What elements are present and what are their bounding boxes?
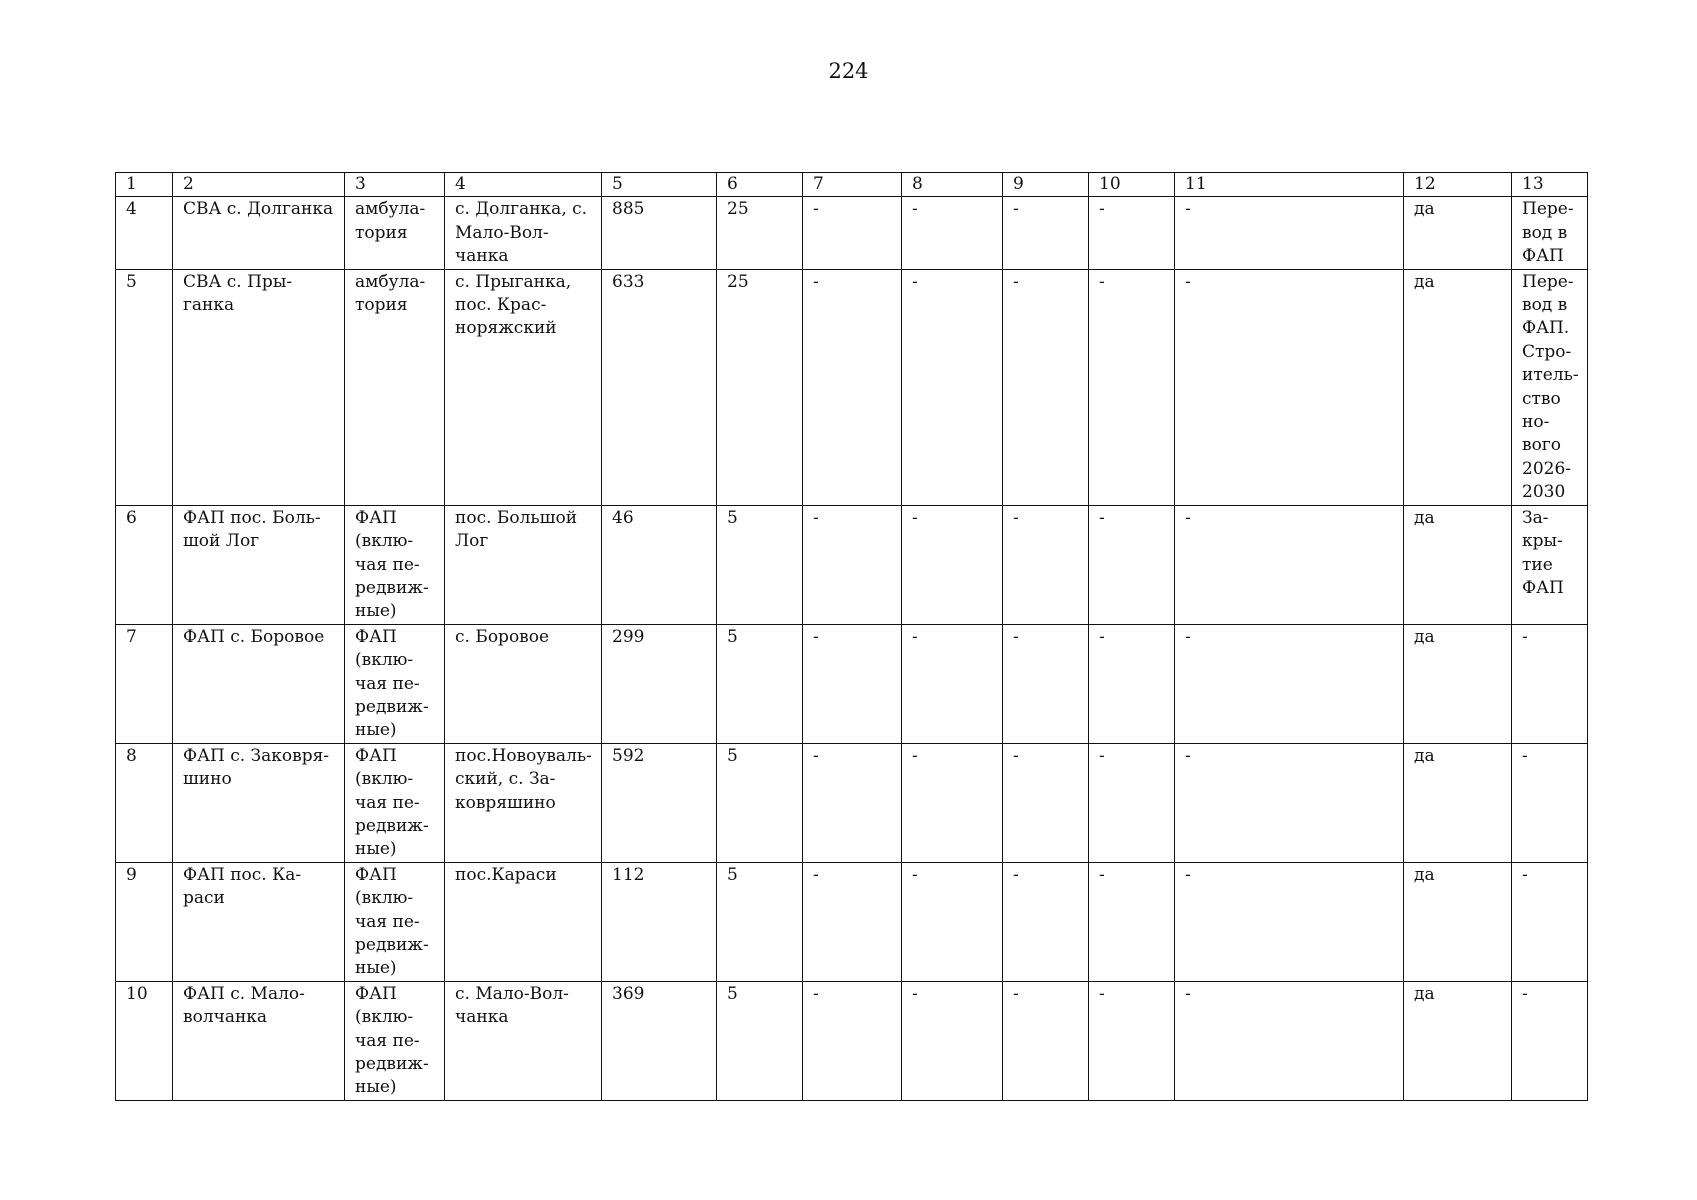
table-cell: - — [1089, 505, 1175, 624]
table-cell: - — [1512, 981, 1588, 1100]
facility-table — [115, 172, 1588, 1101]
table-cell: 7 — [116, 624, 173, 743]
table-cell: - — [1089, 981, 1175, 1100]
table-cell: 5 — [717, 862, 803, 981]
table-cell: да — [1404, 743, 1512, 862]
table-cell: - — [803, 981, 902, 1100]
table-cell: - — [1003, 269, 1089, 505]
table-row — [116, 862, 1588, 981]
table-cell: 5 — [116, 269, 173, 505]
table-cell: - — [1003, 624, 1089, 743]
table-cell: - — [1089, 862, 1175, 981]
table-cell: да — [1404, 197, 1512, 269]
table-cell: пос. Большой Лог — [445, 505, 602, 624]
table-cell: - — [1003, 505, 1089, 624]
table-cell: ФАП (вклю- чая пе- редвиж- ные) — [345, 981, 445, 1100]
table-cell: 5 — [717, 505, 803, 624]
table-cell: 112 — [602, 862, 717, 981]
table-cell: - — [803, 743, 902, 862]
column-number-cell: 2 — [173, 173, 345, 197]
column-number-cell: 13 — [1512, 173, 1588, 197]
table-cell: ФАП пос. Ка- раси — [173, 862, 345, 981]
table-cell: ФАП с. Мало- волчанка — [173, 981, 345, 1100]
table-cell: ФАП (вклю- чая пе- редвиж- ные) — [345, 862, 445, 981]
table-cell: - — [902, 505, 1003, 624]
table-cell: - — [902, 624, 1003, 743]
table-cell: ФАП (вклю- чая пе- редвиж- ные) — [345, 743, 445, 862]
table-cell: - — [902, 981, 1003, 1100]
column-number-cell: 12 — [1404, 173, 1512, 197]
table-cell: ФАП пос. Боль- шой Лог — [173, 505, 345, 624]
table-cell: с. Долганка, с. Мало-Вол- чанка — [445, 197, 602, 269]
table-cell: 8 — [116, 743, 173, 862]
table-cell: - — [1089, 197, 1175, 269]
column-number-cell: 8 — [902, 173, 1003, 197]
table-cell: с. Прыганка, пос. Крас- норяжский — [445, 269, 602, 505]
table-row — [116, 981, 1588, 1100]
column-number-cell: 10 — [1089, 173, 1175, 197]
table-cell: пос.Караси — [445, 862, 602, 981]
table-cell: Пере- вод в ФАП. Стро- итель- ство но- вого 2026- 2030 — [1512, 269, 1588, 505]
table-cell: да — [1404, 624, 1512, 743]
table-cell: - — [1175, 269, 1404, 505]
table-cell: - — [1089, 743, 1175, 862]
column-number-cell: 6 — [717, 173, 803, 197]
table-cell: Пере- вод в ФАП — [1512, 197, 1588, 269]
column-number-cell: 4 — [445, 173, 602, 197]
table-cell: - — [1512, 862, 1588, 981]
table-cell: - — [902, 862, 1003, 981]
table-cell: СВА с. Пры- ганка — [173, 269, 345, 505]
table-cell: 299 — [602, 624, 717, 743]
table-cell: ФАП с. Заковря- шино — [173, 743, 345, 862]
table-cell: 46 — [602, 505, 717, 624]
table-cell: пос.Новоуваль- ский, с. За- ковряшино — [445, 743, 602, 862]
table-cell: 633 — [602, 269, 717, 505]
table-cell: 5 — [717, 981, 803, 1100]
table-cell: - — [1003, 862, 1089, 981]
table-cell: - — [1003, 197, 1089, 269]
table-row — [116, 624, 1588, 743]
table-cell: - — [803, 505, 902, 624]
table-cell: - — [1175, 505, 1404, 624]
column-number-row — [116, 173, 1588, 197]
table-cell: с. Боровое — [445, 624, 602, 743]
table-cell: - — [803, 862, 902, 981]
table-cell: да — [1404, 862, 1512, 981]
column-number-cell: 3 — [345, 173, 445, 197]
table-cell: - — [902, 269, 1003, 505]
table-cell: - — [1003, 981, 1089, 1100]
table-cell: - — [1089, 624, 1175, 743]
table-row — [116, 197, 1588, 269]
table-cell: - — [1175, 743, 1404, 862]
table-cell: да — [1404, 505, 1512, 624]
table-row — [116, 269, 1588, 505]
column-number-cell: 5 — [602, 173, 717, 197]
table-cell: да — [1404, 269, 1512, 505]
table-cell: 25 — [717, 269, 803, 505]
table-cell: ФАП (вклю- чая пе- редвиж- ные) — [345, 505, 445, 624]
table-cell: - — [902, 743, 1003, 862]
table-cell: 885 — [602, 197, 717, 269]
table-cell: СВА с. Долганка — [173, 197, 345, 269]
table-cell: 10 — [116, 981, 173, 1100]
table-cell: амбула- тория — [345, 269, 445, 505]
table-cell: 6 — [116, 505, 173, 624]
table-cell: с. Мало-Вол- чанка — [445, 981, 602, 1100]
table-row — [116, 505, 1588, 624]
table-cell: - — [1175, 197, 1404, 269]
table-cell: - — [1003, 743, 1089, 862]
table-cell: ФАП с. Боровое — [173, 624, 345, 743]
column-number-cell: 11 — [1175, 173, 1404, 197]
column-number-cell: 9 — [1003, 173, 1089, 197]
column-number-cell: 1 — [116, 173, 173, 197]
table-cell: - — [1089, 269, 1175, 505]
table-cell: 9 — [116, 862, 173, 981]
table-cell: да — [1404, 981, 1512, 1100]
table-cell: - — [803, 269, 902, 505]
table-cell: 5 — [717, 624, 803, 743]
table-cell: - — [902, 197, 1003, 269]
table-row — [116, 743, 1588, 862]
table-cell: - — [1175, 624, 1404, 743]
table-cell: 25 — [717, 197, 803, 269]
table-cell: - — [1512, 743, 1588, 862]
table-cell: - — [803, 197, 902, 269]
page-number: 224 — [828, 59, 869, 83]
table-cell: 4 — [116, 197, 173, 269]
table-cell: За- кры- тие ФАП — [1512, 505, 1588, 624]
table-cell: ФАП (вклю- чая пе- редвиж- ные) — [345, 624, 445, 743]
table-cell: - — [803, 624, 902, 743]
table-cell: 592 — [602, 743, 717, 862]
table-cell: - — [1512, 624, 1588, 743]
table-cell: - — [1175, 981, 1404, 1100]
table-cell: 369 — [602, 981, 717, 1100]
table-cell: амбула- тория — [345, 197, 445, 269]
column-number-cell: 7 — [803, 173, 902, 197]
table-cell: 5 — [717, 743, 803, 862]
table-cell: - — [1175, 862, 1404, 981]
